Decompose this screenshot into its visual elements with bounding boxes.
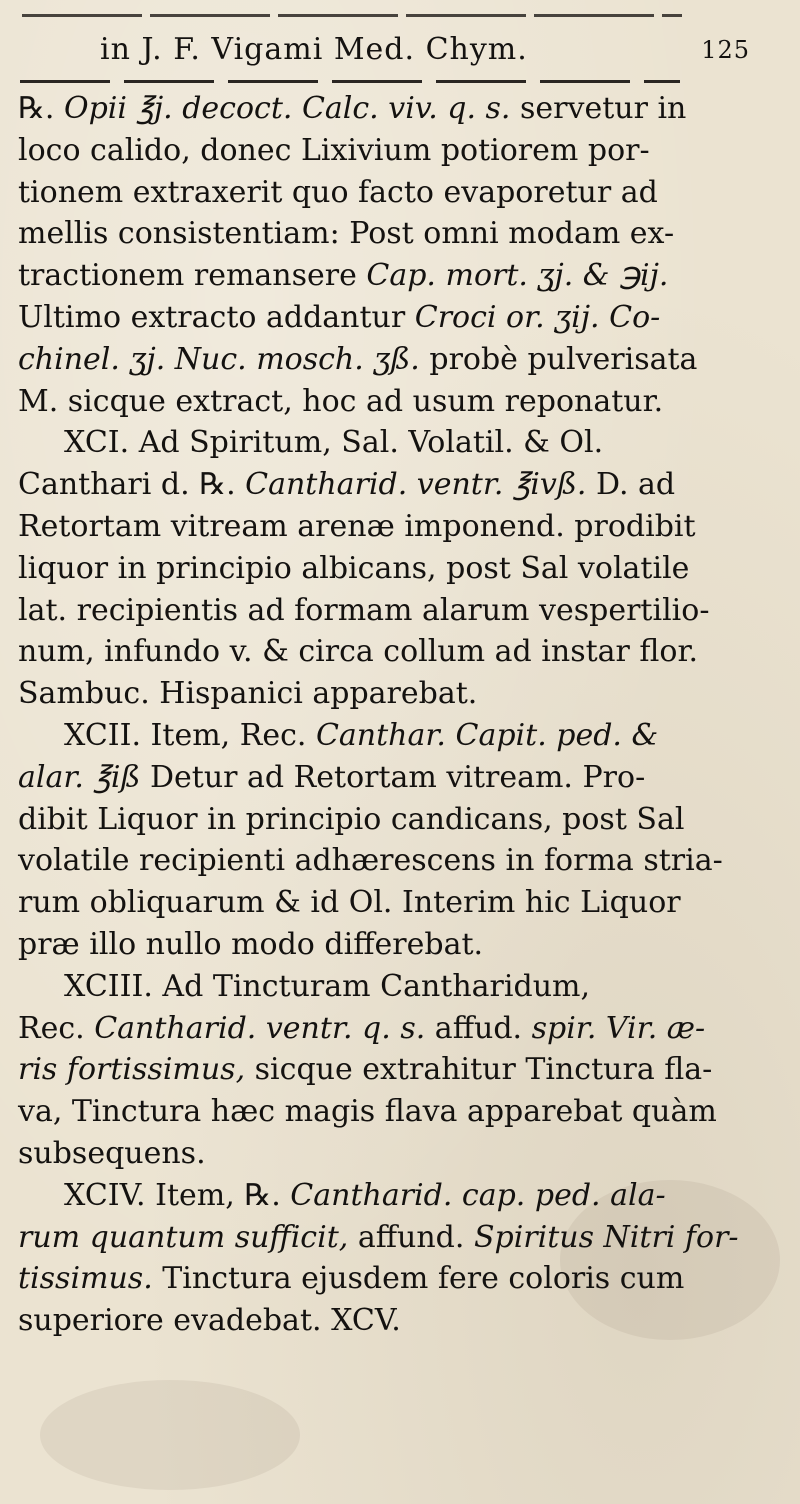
text-segment: tractionem remansere xyxy=(18,258,367,294)
page-number: 125 xyxy=(701,36,750,64)
italic-segment: Opii ℥j. decoct. Calc. viv. q. s. xyxy=(63,91,511,126)
text-segment: M. sicque extract, hoc ad usum reponatur. xyxy=(18,383,664,419)
italic-segment: Canthar. Capit. ped. & xyxy=(315,717,659,753)
text-segment: affund. xyxy=(348,1219,474,1255)
text-line xyxy=(18,464,798,506)
text-line xyxy=(18,673,798,715)
text-line xyxy=(18,631,798,673)
text-segment: servetur in xyxy=(510,91,687,126)
text-line xyxy=(18,213,798,255)
text-line xyxy=(18,882,798,924)
text-line xyxy=(18,1217,798,1259)
text-segment: Rec. xyxy=(18,1010,95,1046)
text-segment: tionem extraxerit quo facto evaporetur ad xyxy=(18,174,658,210)
text-segment: mellis consistentiam: Post omni modam ex- xyxy=(18,216,675,252)
text-line xyxy=(18,799,798,841)
italic-segment: rum quantum sufficit, xyxy=(18,1219,349,1255)
text-segment: ℞. xyxy=(18,91,64,126)
text-segment: Canthari d. ℞. xyxy=(18,467,246,503)
text-line xyxy=(18,840,798,882)
header-rule xyxy=(20,80,680,83)
text-line xyxy=(18,1175,798,1217)
top-rule xyxy=(22,14,682,17)
text-segment: superiore evadebat. xyxy=(18,1303,322,1339)
text-segment: loco calido, donec Lixivium potiorem por- xyxy=(18,132,650,168)
text-line xyxy=(18,88,798,130)
text-segment: rum obliquarum & id Ol. Interim hic Liquor xyxy=(18,885,681,921)
text-line xyxy=(18,172,798,214)
italic-segment: Croci or. ʒij. Co- xyxy=(414,299,661,335)
text-line xyxy=(18,1091,798,1133)
text-segment: XCIV. Item, ℞. xyxy=(64,1177,291,1213)
text-line xyxy=(18,1049,798,1091)
text-line xyxy=(18,1300,798,1342)
text-segment: Ultimo extracto addantur xyxy=(18,299,415,335)
text-segment: præ illo nullo modo differebat. xyxy=(18,926,484,962)
text-segment: volatile recipienti adhærescens in forma stria- xyxy=(18,843,723,879)
italic-segment: ris fortissimus, xyxy=(18,1052,246,1088)
text-segment: Detur ad Retortam vitream. Pro- xyxy=(140,759,646,795)
italic-segment: alar. ℥iß xyxy=(18,759,141,795)
text-line xyxy=(18,966,798,1008)
text-segment: XCII. Item, Rec. xyxy=(64,717,316,753)
text-segment: lat. recipientis ad formam alarum vespertilio- xyxy=(18,592,710,628)
text-segment: num, infundo v. & circa collum ad instar flor. xyxy=(18,634,699,670)
italic-segment: chinel. ʒj. Nuc. mosch. ʒß. xyxy=(18,341,420,377)
text-segment: probè pulverisata xyxy=(419,341,698,377)
text-line xyxy=(18,130,798,172)
text-segment: affud. xyxy=(425,1010,532,1046)
text-segment: XCV. xyxy=(321,1303,401,1339)
text-line xyxy=(18,757,798,799)
italic-segment: Spiritus Nitri for- xyxy=(473,1219,739,1255)
paper-stain xyxy=(40,1380,300,1490)
italic-segment: tissimus. xyxy=(18,1261,153,1297)
body-text xyxy=(18,88,798,1342)
text-line xyxy=(18,297,798,339)
text-line xyxy=(18,1258,798,1300)
italic-segment: Cantharid. ventr. ℥ivß. xyxy=(245,467,587,503)
text-segment: liquor in principio albicans, post Sal volatile xyxy=(18,550,690,586)
text-line xyxy=(18,506,798,548)
italic-segment: Cantharid. ventr. q. s. xyxy=(94,1010,426,1046)
page-header xyxy=(100,28,770,72)
text-segment: D. ad xyxy=(586,467,676,503)
text-segment: Retortam vitream arenæ imponend. prodibit xyxy=(18,508,696,544)
text-segment: dibit Liquor in principio candicans, post Sal xyxy=(18,801,685,837)
text-line xyxy=(18,924,798,966)
text-line xyxy=(18,1133,798,1175)
text-line xyxy=(18,255,798,297)
running-head: in J. F. Vigami Med. Chym. xyxy=(100,32,528,67)
text-line xyxy=(18,548,798,590)
text-line xyxy=(18,1008,798,1050)
text-line xyxy=(18,715,798,757)
text-segment: va, Tinctura hæc magis flava apparebat quàm xyxy=(18,1094,717,1130)
text-segment: Tinctura ejusdem fere coloris cum xyxy=(152,1261,685,1297)
text-segment: subsequens. xyxy=(18,1135,206,1171)
italic-segment: Cantharid. cap. ped. ala- xyxy=(290,1177,666,1213)
text-segment: sicque extrahitur Tinctura fla- xyxy=(245,1052,713,1088)
italic-segment: spir. Vir. æ- xyxy=(531,1010,706,1046)
text-segment: XCIII. Ad Tincturam Cantharidum, xyxy=(64,968,590,1004)
text-segment: Sambuc. Hispanici apparebat. xyxy=(18,676,478,712)
text-line xyxy=(18,381,798,423)
text-line xyxy=(18,422,798,464)
text-line xyxy=(18,339,798,381)
italic-segment: Cap. mort. ʒj. & ℈ij. xyxy=(366,258,669,294)
text-segment: XCI. Ad Spiritum, Sal. Volatil. & Ol. xyxy=(64,425,604,461)
text-line xyxy=(18,590,798,632)
